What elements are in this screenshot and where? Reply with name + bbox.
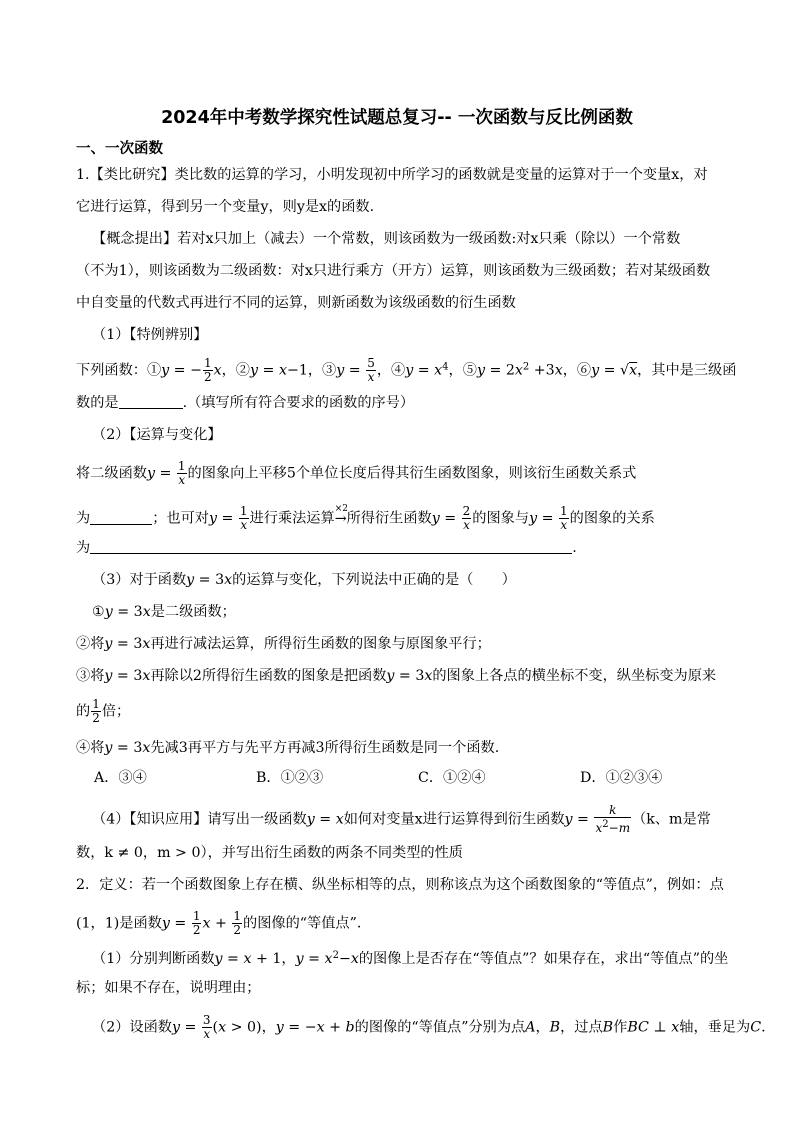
option-c[interactable]: C．①②④ xyxy=(418,770,486,786)
fraction-1-2: $\frac{1}{2}$ xyxy=(203,356,212,384)
list-lead: 下列函数：① xyxy=(76,362,162,379)
section-heading: 一、一次函数 xyxy=(76,141,163,157)
q1-concept-line2: （不为1），则该函数为二级函数：对x只进行乘方（开方）运算，则该函数为三级函数；若对某级函数 xyxy=(76,263,711,279)
q1-part3-heading: （3）对于函数y = 3x的运算与变化，下列说法中正确的是（ ） xyxy=(92,572,516,588)
option-a[interactable]: A．③④ xyxy=(94,770,147,786)
q1-part3-item2: ②将y = 3x再进行减法运算，所得衍生函数的图象与原图象平行； xyxy=(76,636,491,652)
fraction-5-x: $\frac{5}{x}$ xyxy=(367,356,375,384)
q1-part1-function-list: 下列函数：①y = − $\frac{1}{2}$ x，②y = x−1，③y = $\frac{5}{x}$ ，④y = $x^4$，⑤y = $2x^2 +3x$，⑥y = √x，其中是三级函 xyxy=(76,356,737,384)
q1-part4-line1: （4）【知识应用】请写出一级函数y = x如何对变量x进行运算得到衍生函数y = $\frac{k}{x^2-m}$ （k、m是常 xyxy=(92,803,711,835)
list-tail: ，其中是三级函 xyxy=(637,362,737,379)
q1-part2-line1: 将二级函数y = $\frac{1}{x}$ 的图象向上平移5个单位长度后得其衍生函数图象，则该衍生函数关系式 xyxy=(76,459,637,487)
q1-concept-line3: 中自变量的代数式再进行不同的运算，则新函数为该级函数的衍生函数 xyxy=(76,295,516,311)
q1-part3-item3-cont: 的 $\frac{1}{2}$ 倍； xyxy=(76,697,131,725)
q1-part1-heading: （1）【特例辨别】 xyxy=(92,327,208,343)
option-d[interactable]: D．①②③④ xyxy=(580,770,663,786)
page-title: 2024年中考数学探究性试题总复习-- 一次函数与反比例函数 xyxy=(161,108,633,128)
q1-part2-line3: 为 . xyxy=(76,540,577,556)
q1-part3-item4: ④将y = 3x先减3再平方与先平方再减3所得衍生函数是同一个函数. xyxy=(76,740,500,756)
q1-concept-line1: 【概念提出】若对x只加上（减去）一个常数，则该函数为一级函数:对x只乘（除以）一个常数 xyxy=(92,231,681,247)
option-b[interactable]: B．①②③ xyxy=(256,770,324,786)
q1-intro-line1: 1.【类比研究】类比数的运算的学习，小明发现初中所学习的函数就是变量的运算对于一个变量x，对 xyxy=(76,167,708,183)
q2-line2: (1，1)是函数y = $\frac{1}{2}$ x + $\frac{1}{2}$ 的图像的“等值点”. xyxy=(76,909,362,937)
answer-blank-1[interactable] xyxy=(119,394,183,409)
multiply-arrow: ×2 → xyxy=(334,503,348,527)
q1-part4-line2: 数，k ≠ 0，m > 0），并写出衍生函数的两条不同类型的性质 xyxy=(76,845,463,861)
q1-part1-answer-line: 数的是 .（填写所有符合要求的函数的序号） xyxy=(76,395,415,411)
q2-line1: 2．定义：若一个函数图象上存在横、纵坐标相等的点，则称该点为这个函数图象的“等值点”，例如：点 xyxy=(76,877,724,893)
answer-blank-3[interactable] xyxy=(90,539,572,554)
q1-part2-line2: 为 ；也可对y = $\frac{1}{x}$ 进行乘法运算 ×2 →所得衍生函数y = $\frac{2}{x}$ 的图象与y = $\frac{1}{x}$ 的图象的关系 xyxy=(76,503,655,532)
q2-part2-line1: （2）设函数y = $\frac{3}{x}$ (x > 0)，y = −x + b的图像的“等值点”分别为点A，B，过点B作BC ⊥ x轴，垂足为C. xyxy=(92,1013,766,1041)
q1-part3-item3: ③将y = 3x再除以2所得衍生函数的图象是把函数y = 3x的图象上各点的横坐标不变，纵坐标变为原来 xyxy=(76,668,717,684)
q1-part3-item1: ①y = 3x是二级函数； xyxy=(92,604,236,620)
q1-part2-heading: （2）【运算与变化】 xyxy=(92,427,222,443)
q2-part1-line1: （1）分别判断函数y = x + 1，$y = x^2-x$的图像上是否存在“等值点”？如果存在，求出“等值点”的坐 xyxy=(92,950,729,967)
q2-part1-line2: 标；如果不存在，说明理由； xyxy=(76,980,261,996)
answer-blank-2[interactable] xyxy=(90,510,152,525)
q1-intro-line2: 它进行运算，得到另一个变量y，则y是x的函数. xyxy=(76,199,375,215)
